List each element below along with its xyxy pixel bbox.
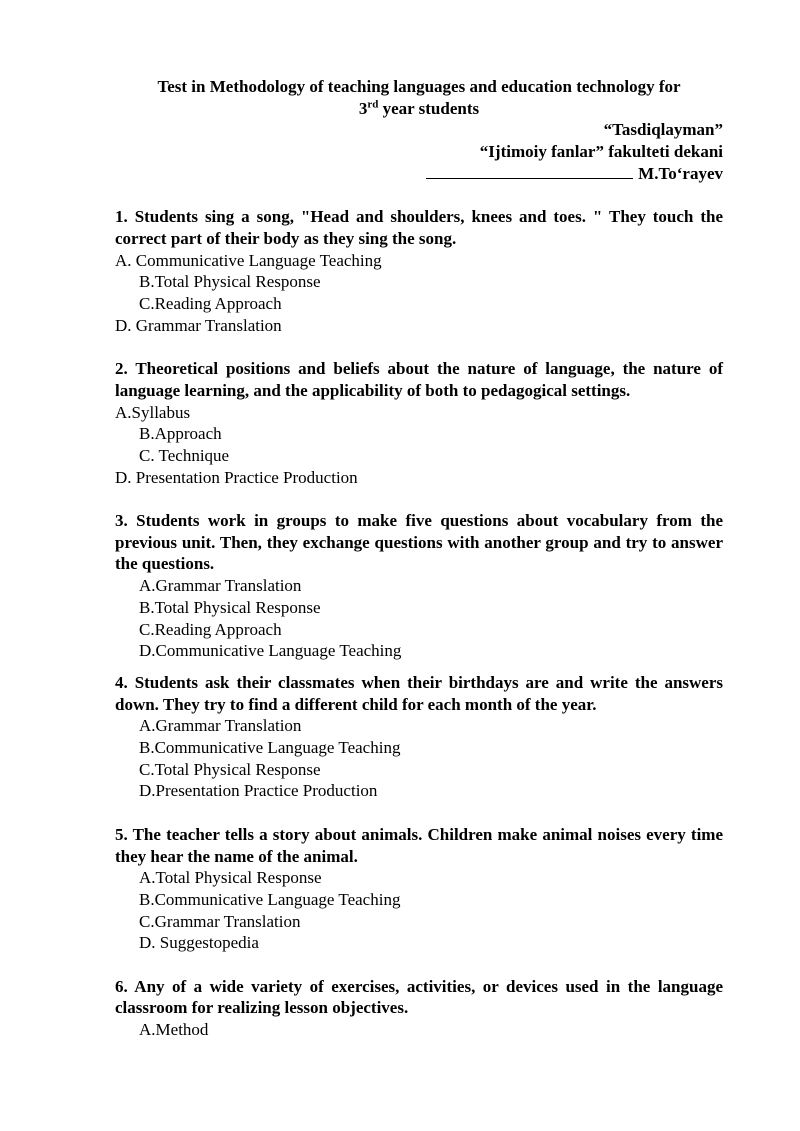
year-ordinal-suffix: rd [367,98,379,111]
option-c: C.Total Physical Response [139,759,321,779]
year-number: 3 [358,98,368,118]
option-a: A.Grammar Translation [139,716,302,736]
option-a: A.Syllabus [115,402,191,422]
option-d: D. Suggestopedia [139,933,259,953]
question-text: 6. Any of a wide variety of exercises, activities, or devices used in the language classroom for realizing lesson objectives. [115,976,723,1018]
option-d: D. Grammar Translation [115,315,282,335]
question-text: 4. Students ask their classmates when their birthdays are and write the answers down. They try to find a different child for each month of the year. [115,672,723,714]
option-d: D.Communicative Language Teaching [139,641,402,661]
signatory-name: M.To‘rayev [638,163,723,183]
question-5 [115,824,723,954]
question-1 [115,206,723,336]
question-4 [115,672,723,802]
question-text: 3. Students work in groups to make five questions about vocabulary from the previous unit. Then, they exchange questions with another group and try to answer the questions. [115,511,723,574]
option-c: C.Reading Approach [139,294,282,314]
option-a: A.Grammar Translation [139,576,302,596]
approval-block [115,119,723,184]
approval-position: “Ijtimoiy fanlar” fakulteti dekani [479,142,723,162]
approval-heading: “Tasdiqlayman” [603,120,723,140]
question-text: 2. Theoretical positions and beliefs about the nature of language, the nature of language learning, and the applicability of both to pedagogical settings. [115,359,723,400]
option-b: B.Communicative Language Teaching [139,889,401,909]
approval-signature-line [115,163,723,185]
title-line-1: Test in Methodology of teaching languages and education technology for [157,77,681,96]
option-a: A.Method [139,1020,209,1040]
option-b: B.Total Physical Response [139,597,321,617]
question-text: 1. Students sing a song, "Head and shoulders, knees and toes. " They touch the correct part of their body as they sing the song. [115,207,723,248]
question-6 [115,976,723,1041]
question-text: 5. The teacher tells a story about animals. Children make animal noises every time they hear the name of the animal. [115,824,723,866]
option-b: B.Approach [139,424,222,444]
option-c: C.Reading Approach [139,619,282,639]
option-a: A. Communicative Language Teaching [115,250,382,270]
year-students-text: year students [378,98,480,118]
option-b: B.Communicative Language Teaching [139,738,401,758]
document-title [115,76,723,119]
document-page [115,76,723,1041]
option-d: D. Presentation Practice Production [115,467,358,487]
signature-blank [426,163,633,179]
option-d: D.Presentation Practice Production [139,781,378,801]
option-c: C.Grammar Translation [139,911,301,931]
option-b: B.Total Physical Response [139,272,321,292]
question-3 [115,510,723,662]
option-a: A.Total Physical Response [139,868,322,888]
question-2 [115,358,723,488]
title-line-2 [115,98,723,120]
option-c: C. Technique [139,445,230,465]
